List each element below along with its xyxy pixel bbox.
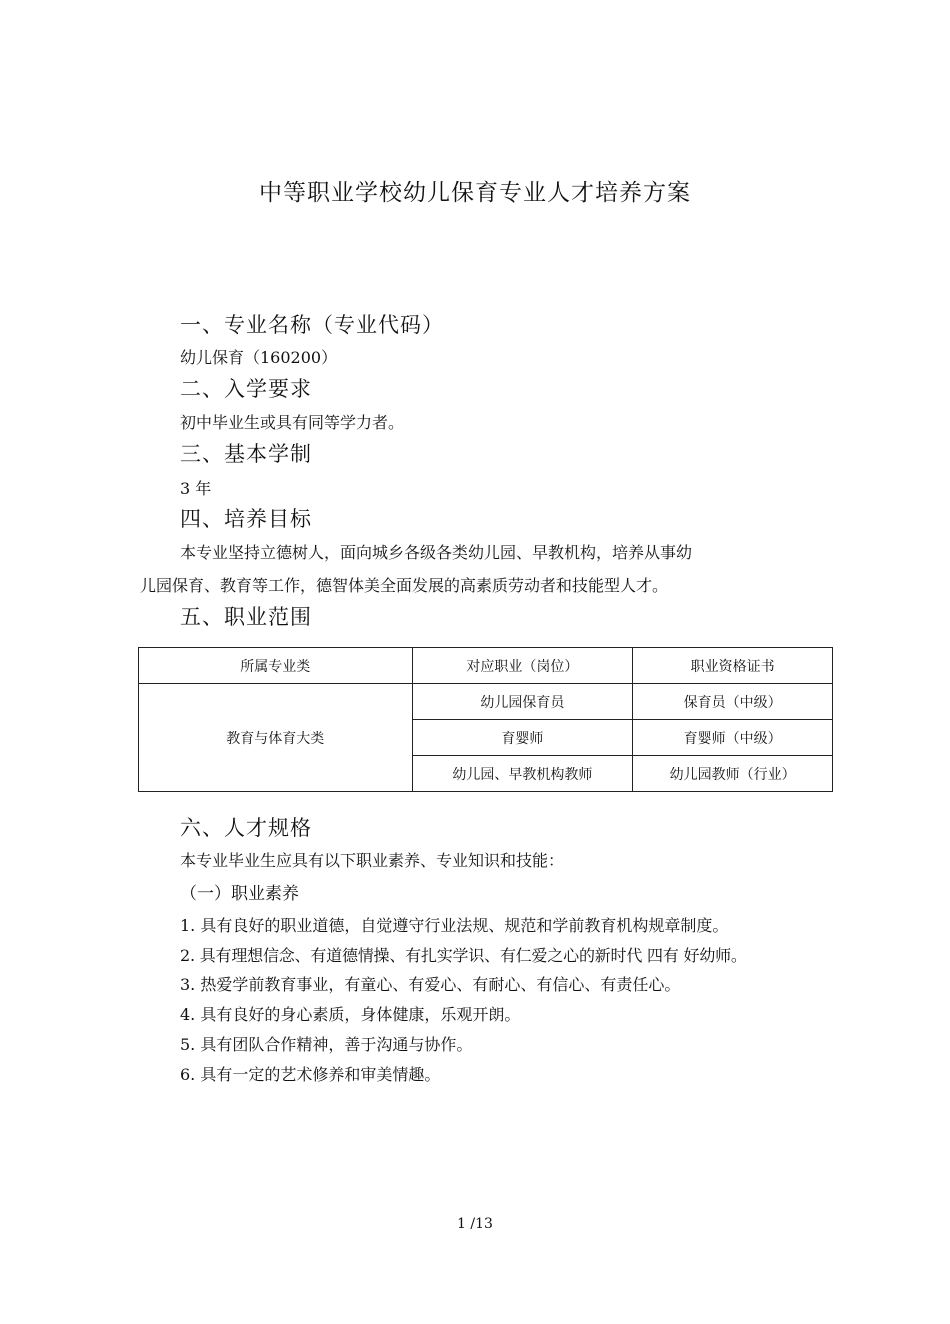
table-header-cell: 所属专业类 [139, 648, 413, 684]
section-6-heading: 六、人才规格 [180, 816, 312, 840]
table-header-cell: 职业资格证书 [633, 648, 833, 684]
table-job-cell: 育婴师 [412, 720, 633, 756]
document-title: 中等职业学校幼儿保育专业人才培养方案 [259, 180, 691, 206]
section-6-intro: 本专业毕业生应具有以下职业素养、专业知识和技能： [180, 851, 565, 870]
table-job-cell: 幼儿园保育员 [412, 684, 633, 720]
page-number: 1 /13 [457, 1216, 493, 1232]
section-1-body: 幼儿保育（160200） [180, 348, 338, 367]
section-2-heading: 二、入学要求 [180, 377, 312, 401]
list-item: 1. 具有良好的职业道德，自觉遵守行业法规、规范和学前教育机构规章制度。 [180, 916, 729, 935]
list-item: 4. 具有良好的身心素质，身体健康，乐观开朗。 [180, 1005, 521, 1024]
section-4-line-1: 本专业坚持立德树人，面向城乡各级各类幼儿园、早教机构，培养从事幼 [180, 543, 693, 562]
section-3-body: 3 年 [180, 479, 212, 498]
table-row [139, 684, 833, 720]
section-4-line-2: 儿园保育、教育等工作，德智体美全面发展的高素质劳动者和技能型人才。 [140, 576, 669, 595]
career-scope-table [138, 647, 833, 792]
subsection-1-heading: （一）职业素养 [180, 884, 299, 904]
table-cert-cell: 幼儿园教师（行业） [633, 756, 833, 792]
table-cert-cell: 育婴师（中级） [633, 720, 833, 756]
section-4-heading: 四、培养目标 [180, 507, 312, 531]
table-category-cell: 教育与体育大类 [139, 684, 413, 792]
table-header-cell: 对应职业（岗位） [412, 648, 633, 684]
list-item: 3. 热爱学前教育事业，有童心、有爱心、有耐心、有信心、有责任心。 [180, 975, 681, 994]
list-item: 6. 具有一定的艺术修养和审美情趣。 [180, 1065, 441, 1084]
section-3-heading: 三、基本学制 [180, 442, 312, 466]
table-header-row [139, 648, 833, 684]
list-item: 2. 具有理想信念、有道德情操、有扎实学识、有仁爱之心的新时代 四有 好幼师。 [180, 946, 747, 965]
list-item: 5. 具有团队合作精神，善于沟通与协作。 [180, 1035, 473, 1054]
section-1-heading: 一、专业名称（专业代码） [180, 313, 444, 337]
section-2-body: 初中毕业生或具有同等学力者。 [180, 413, 405, 432]
table-job-cell: 幼儿园、早教机构教师 [412, 756, 633, 792]
section-5-heading: 五、职业范围 [180, 605, 312, 629]
table-cert-cell: 保育员（中级） [633, 684, 833, 720]
